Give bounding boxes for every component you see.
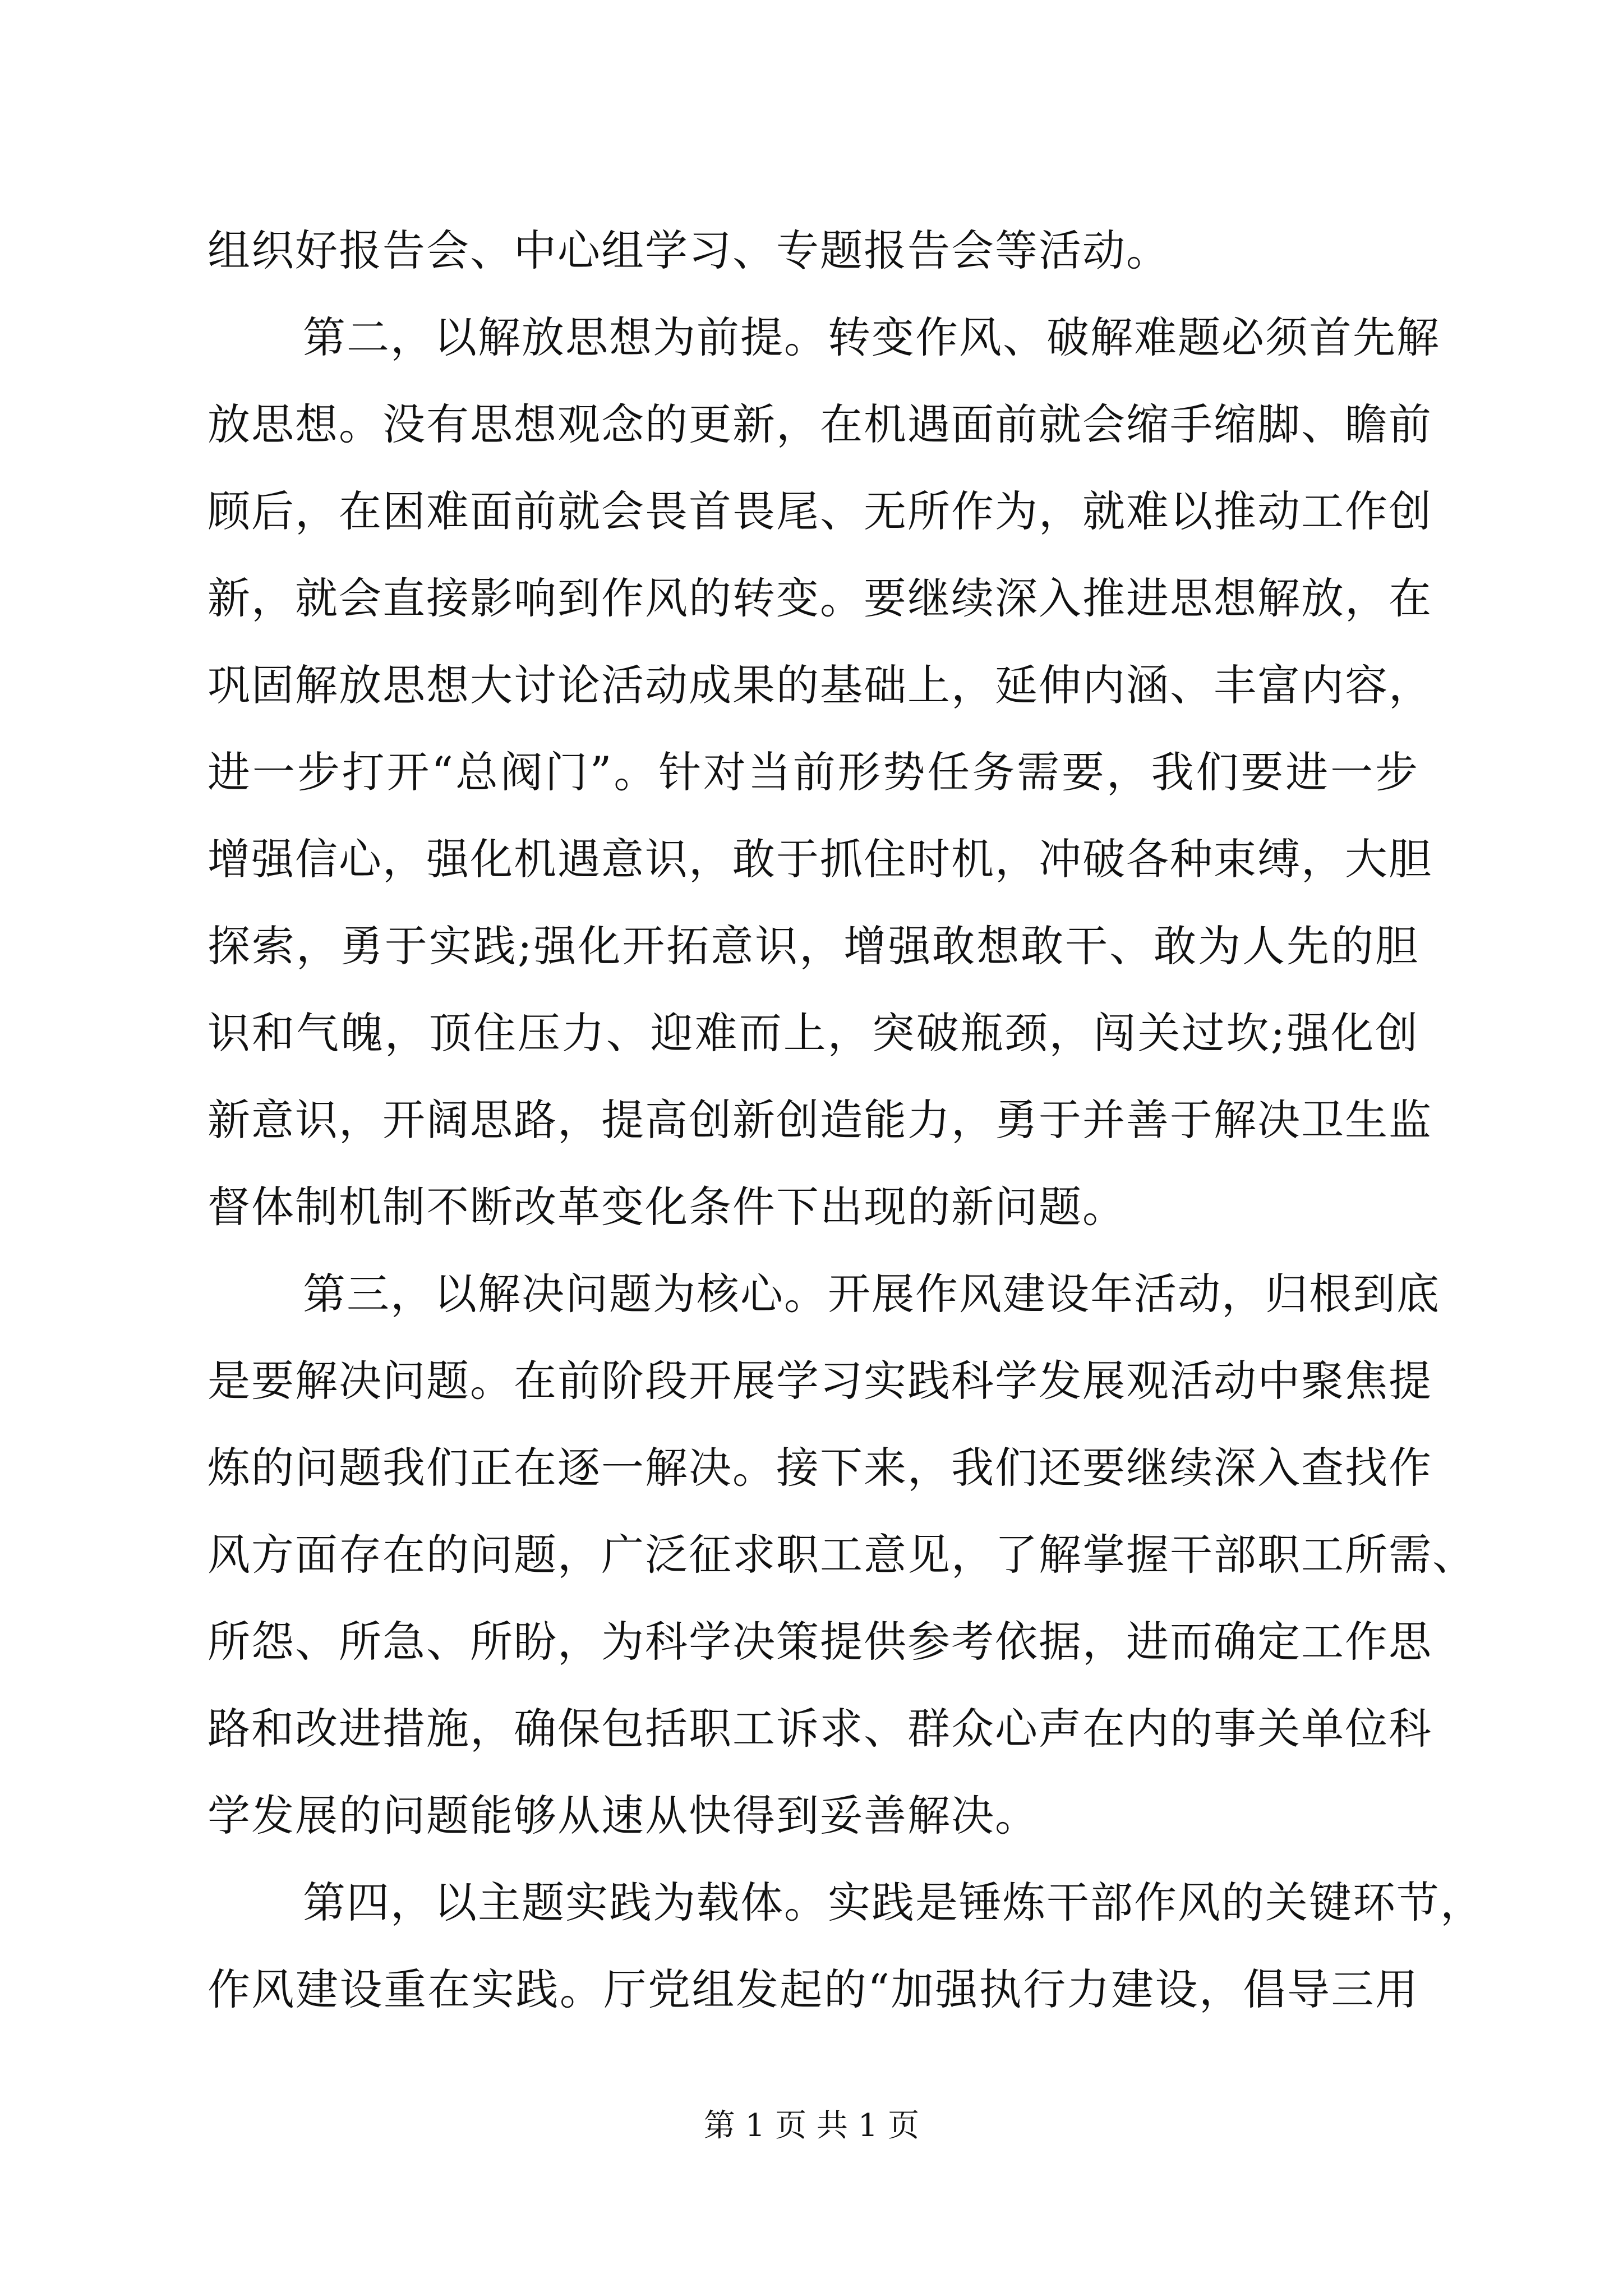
text-line: 第四，以主题实践为载体。实践是锤炼干部作风的关键环节， <box>303 1878 1484 1927</box>
text-line: 增强信心，强化机遇意识，敢于抓住时机，冲破各种束缚，大胆 <box>208 834 1432 884</box>
text-line: 是要解决问题。在前阶段开展学习实践科学发展观活动中聚焦提 <box>208 1356 1432 1406</box>
text-line: 巩固解放思想大讨论活动成果的基础上，延伸内涵、丰富内容， <box>208 660 1432 710</box>
text-line: 第二，以解放思想为前提。转变作风、破解难题必须首先解 <box>303 312 1440 362</box>
text-line: 新，就会直接影响到作风的转变。要继续深入推进思想解放，在 <box>208 573 1432 623</box>
text-line: 督体制机制不断改革变化条件下出现的新问题。 <box>208 1182 1126 1232</box>
text-line: 所怨、所急、所盼，为科学决策提供参考依据，进而确定工作思 <box>208 1617 1432 1667</box>
text-line: 进一步打开“总阀门”。针对当前形势任务需要，我们要进一步 <box>208 747 1419 797</box>
text-line: 组织好报告会、中心组学习、专题报告会等活动。 <box>208 226 1170 275</box>
text-line: 第三，以解决问题为核心。开展作风建设年活动，归根到底 <box>303 1269 1440 1319</box>
text-line: 新意识，开阔思路，提高创新创造能力，勇于并善于解决卫生监 <box>208 1095 1432 1145</box>
text-line: 路和改进措施，确保包括职工诉求、群众心声在内的事关单位科 <box>208 1704 1432 1754</box>
text-line: 顾后，在困难面前就会畏首畏尾、无所作为，就难以推动工作创 <box>208 486 1432 536</box>
text-line: 识和气魄，顶住压力、迎难而上，突破瓶颈，闯关过坎;强化创 <box>208 1008 1419 1058</box>
text-line: 学发展的问题能够从速从快得到妥善解决。 <box>208 1791 1039 1841</box>
text-line: 探索，勇于实践;强化开拓意识，增强敢想敢干、敢为人先的胆 <box>208 921 1419 971</box>
text-line: 作风建设重在实践。厅党组发起的“加强执行力建设，倡导三用 <box>208 1964 1419 2014</box>
page-footer: 第 1 页 共 1 页 <box>703 2108 920 2144</box>
text-line: 放思想。没有思想观念的更新，在机遇面前就会缩手缩脚、瞻前 <box>208 399 1432 449</box>
text-line: 炼的问题我们正在逐一解决。接下来，我们还要继续深入查找作 <box>208 1443 1432 1493</box>
text-line: 风方面存在的问题，广泛征求职工意见，了解掌握干部职工所需、 <box>208 1530 1476 1580</box>
